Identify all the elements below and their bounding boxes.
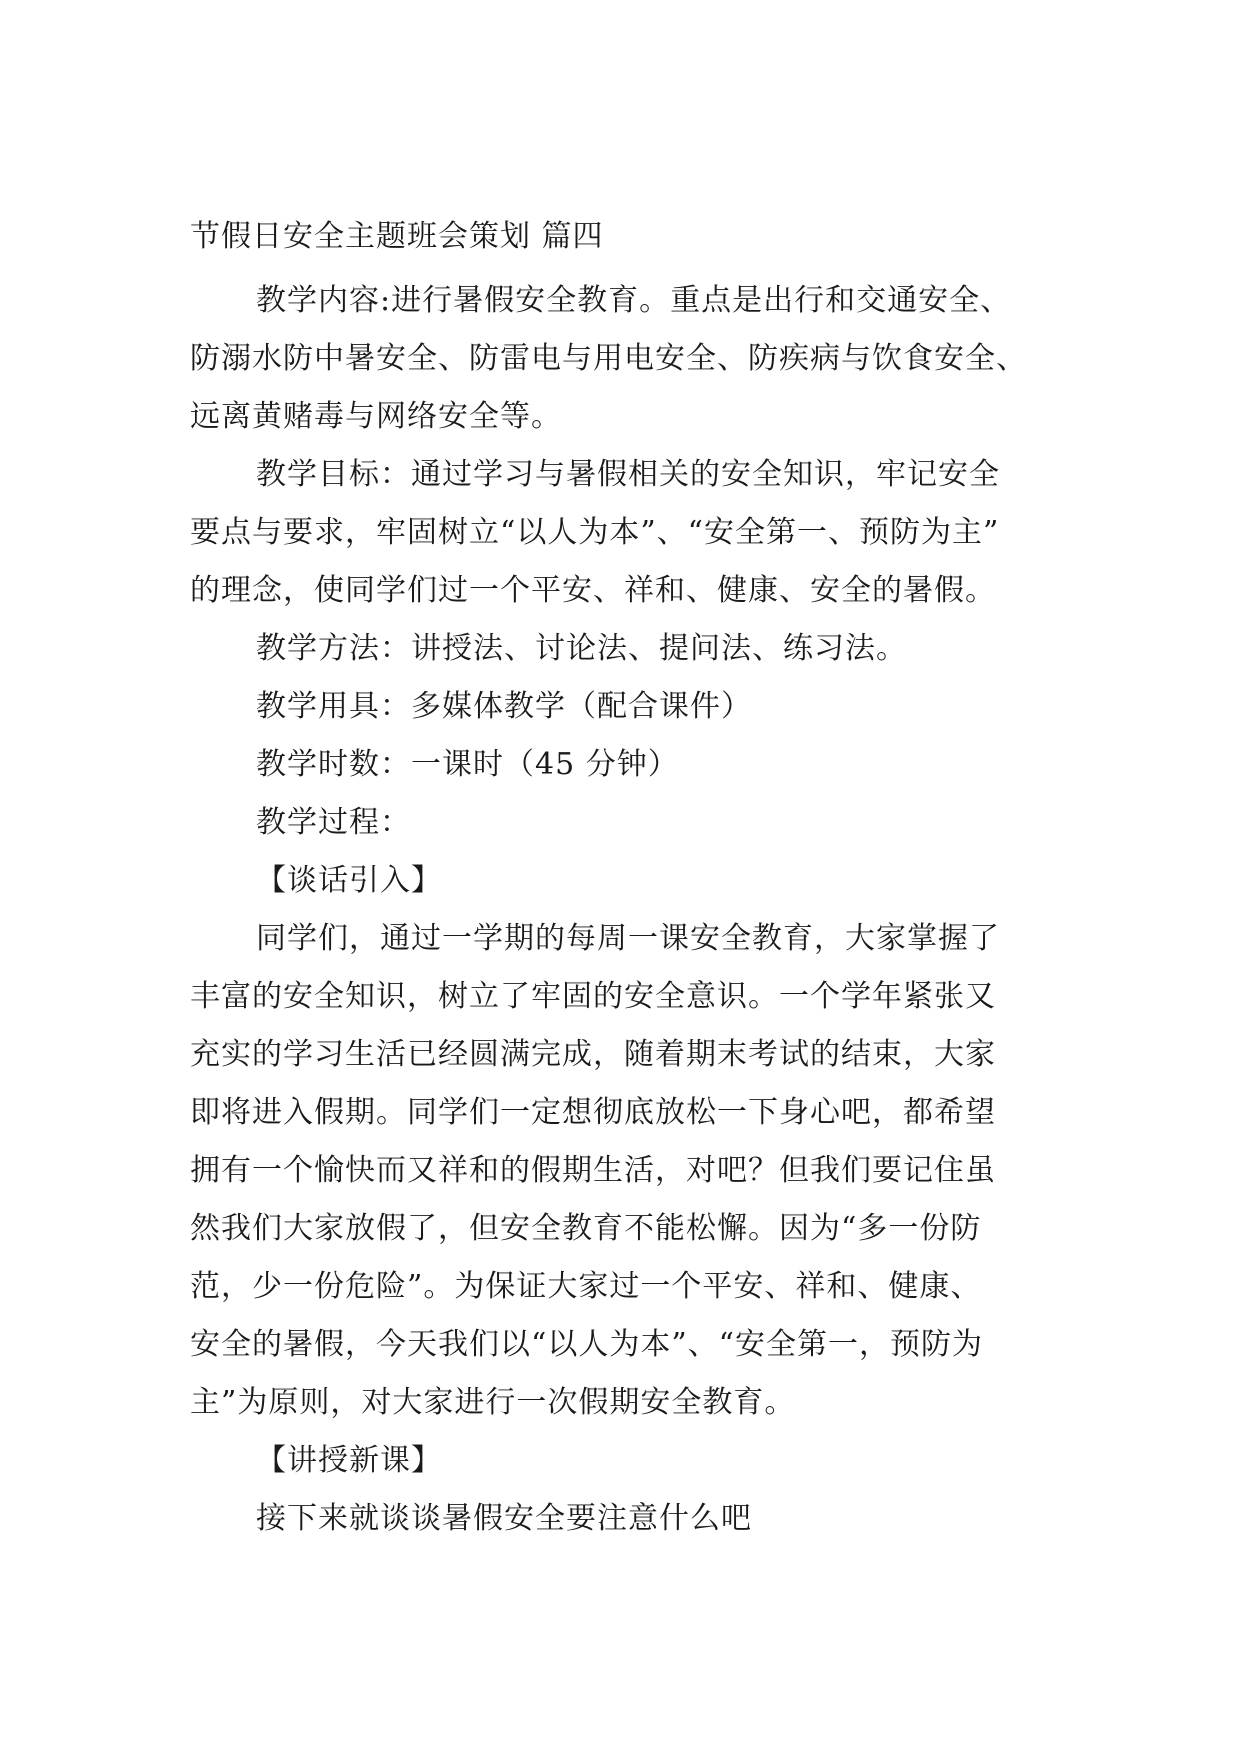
text-line: 即将进入假期。同学们一定想彻底放松一下身心吧，都希望 (190, 1095, 996, 1130)
text-line: 防溺水防中暑安全、防雷电与用电安全、防疾病与饮食安全、 (190, 341, 1027, 376)
text-line: 教学目标：通过学习与暑假相关的安全知识，牢记安全 (256, 457, 1000, 492)
text-line: 【谈话引入】 (256, 863, 442, 898)
text-line: 的理念，使同学们过一个平安、祥和、健康、安全的暑假。 (190, 573, 996, 608)
text-line: 范，少一份危险”。为保证大家过一个平安、祥和、健康、 (190, 1269, 982, 1304)
text-line: 教学方法：讲授法、讨论法、提问法、练习法。 (256, 631, 907, 666)
text-line: 教学时数：一课时（45 分钟） (256, 747, 679, 782)
text-line: 主”为原则，对大家进行一次假期安全教育。 (190, 1385, 796, 1420)
text-line: 充实的学习生活已经圆满完成，随着期末考试的结束，大家 (190, 1037, 996, 1072)
document-title: 节假日安全主题班会策划 篇四 (190, 219, 604, 254)
text-line: 远离黄赌毒与网络安全等。 (190, 399, 562, 434)
text-line: 同学们，通过一学期的每周一课安全教育，大家掌握了 (256, 921, 1000, 956)
text-line: 接下来就谈谈暑假安全要注意什么吧 (256, 1501, 752, 1536)
paragraph-lines (190, 272, 1070, 1548)
text-line: 然我们大家放假了，但安全教育不能松懈。因为“多一份防 (190, 1211, 982, 1246)
text-line: 要点与要求，牢固树立“以人为本”、“安全第一、预防为主” (190, 515, 1000, 550)
text-line: 教学内容:进行暑假安全教育。重点是出行和交通安全、 (256, 283, 1012, 318)
text-line: 丰富的安全知识，树立了牢固的安全意识。一个学年紧张又 (190, 979, 996, 1014)
text-line: 拥有一个愉快而又祥和的假期生活，对吧？但我们要记住虽 (190, 1153, 996, 1188)
text-line: 安全的暑假，今天我们以“以人为本”、“安全第一，预防为 (190, 1327, 984, 1362)
text-line: 【讲授新课】 (256, 1443, 442, 1478)
text-line: 教学用具：多媒体教学（配合课件） (256, 689, 752, 724)
document-body (190, 214, 1070, 1548)
text-line: 教学过程： (256, 805, 411, 840)
